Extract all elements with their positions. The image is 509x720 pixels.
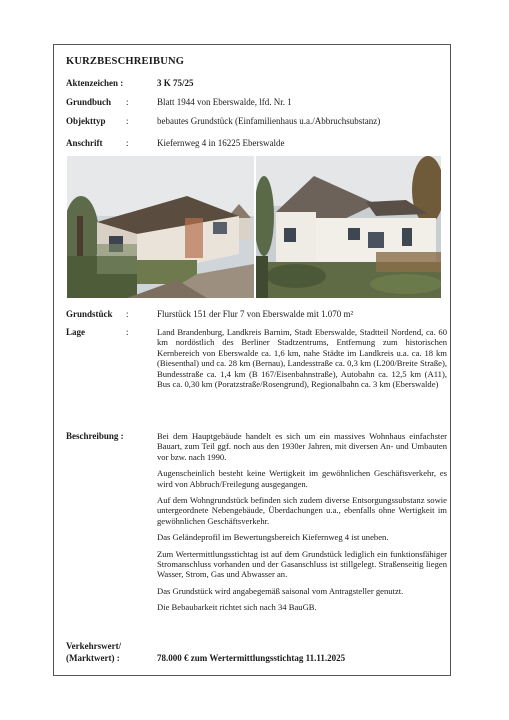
beschreibung-paragraph-7: Die Bebaubarkeit richtet sich nach 34 BauGB. bbox=[157, 602, 317, 613]
beschreibung-paragraph-6: Das Grundstück wird angabegemäß saisonal vom Antragsteller genutzt. bbox=[157, 585, 404, 596]
beschreibung-paragraph-2: Augenscheinlich besteht keine Wertigkeit im gewöhnlichen Geschäftsverkehr, es wird von Abbruch/Freilegung ausgegangen. bbox=[157, 468, 447, 489]
value-objekttyp: bebautes Grundstück (Einfamilienhaus u.a./Abbruchsubstanz) bbox=[157, 116, 381, 126]
beschreibung-text bbox=[157, 431, 447, 613]
value-aktenzeichen: 3 K 75/25 bbox=[157, 78, 194, 88]
label-grundbuch: Grundbuch bbox=[66, 97, 112, 107]
colon-grundbuch: : bbox=[126, 97, 129, 107]
photo-house-garden-view bbox=[256, 156, 441, 298]
document-heading: KURZBESCHREIBUNG bbox=[66, 56, 185, 67]
label-lage: Lage bbox=[66, 327, 85, 337]
lage-text: Land Brandenburg, Landkreis Barnim, Stadt Eberswalde, Stadtteil Nordend, ca. 60 km nordöstlich des Berliner Stadtzentrums, Entfernung zum historischen Kernbereich von Eberswalde ca. 1,6 km, nahe Städte im Landkreis u.a. ca. 18 km (Biesenthal) und ca. 28 km (Bernau), Landesstraße ca. 0,3 km (L200/Breite Straße), Bundesstraße ca. 1,4 km (B 167/Eisenbahnstraße), Autobahn ca. 12,5 km (A11), Bus ca. 0,30 km (Poratzstraße/Rosengrund), Regionalbahn ca. 3 km (Eberswalde) bbox=[157, 327, 447, 390]
beschreibung-paragraph-3: Auf dem Wohngrundstück befinden sich zudem diverse Entsorgungssubstanz sowie untergeordnete Nebengebäude, Überdachungen u.a., ebenfalls ohne Wertigkeit im gewöhnlichen Geschäftsverkehr. bbox=[157, 495, 447, 526]
label-beschreibung: Beschreibung : bbox=[66, 431, 124, 441]
label-anschrift: Anschrift bbox=[66, 138, 103, 148]
value-anschrift: Kiefernweg 4 in 16225 Eberswalde bbox=[157, 138, 285, 148]
value-lage bbox=[157, 327, 447, 389]
value-verkehrswert: 78.000 € zum Wertermittlungsstichtag 11.11.2025 bbox=[157, 653, 346, 663]
beschreibung-paragraph-1: Bei dem Hauptgebäude handelt es sich um ein massives Wohnhaus einfachster Bauart, zum Teil ggf. noch aus den 1930er Jahren, mit diversen An- und Umbauten vor bzw. nach 1990. bbox=[157, 431, 447, 462]
colon-grundstueck: : bbox=[126, 309, 129, 319]
value-grundbuch: Blatt 1944 von Eberswalde, lfd. Nr. 1 bbox=[157, 97, 292, 107]
value-grundstueck: Flurstück 151 der Flur 7 von Eberswalde mit 1.070 m² bbox=[157, 309, 354, 319]
colon-lage: : bbox=[126, 327, 129, 337]
beschreibung-paragraph-4: Das Geländeprofil im Bewertungsbereich Kiefernweg 4 ist uneben. bbox=[157, 532, 389, 543]
colon-anschrift: : bbox=[126, 138, 129, 148]
label-verkehrswert: Verkehrswert/ bbox=[66, 641, 122, 651]
label-grundstueck: Grundstück bbox=[66, 309, 113, 319]
colon-objekttyp: : bbox=[126, 116, 129, 126]
photo-house-street-view bbox=[67, 156, 254, 298]
label-marktwert: (Marktwert) : bbox=[66, 653, 120, 663]
beschreibung-paragraph-5: Zum Wertermittlungsstichtag ist auf dem Grundstück lediglich ein funktionsfähiger Stromanschluss vorhanden und der Gasanschluss ist stillgelegt. Straßenseitig liegen Wasser, Strom, Gas und Abwasser an. bbox=[157, 548, 447, 580]
label-objekttyp: Objekttyp bbox=[66, 116, 106, 126]
label-aktenzeichen: Aktenzeichen : bbox=[66, 78, 124, 88]
